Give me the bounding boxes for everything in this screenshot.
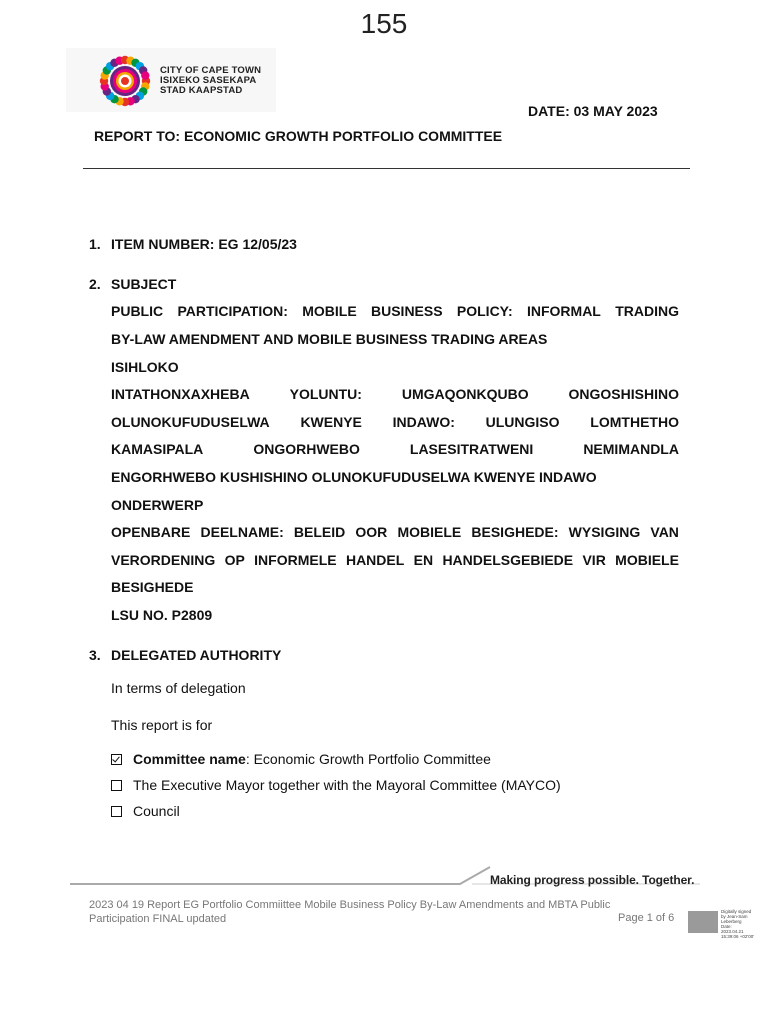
option-council-label: Council xyxy=(133,803,180,819)
justified-word: PUBLIC xyxy=(111,303,164,319)
justified-word: OLUNOKUFUDUSELWA xyxy=(111,414,270,430)
justified-word: UMGAQONKQUBO xyxy=(401,386,529,402)
item-number-heading: ITEM NUMBER: EG 12/05/23 xyxy=(111,236,297,252)
justified-word: HANDEL xyxy=(345,552,405,568)
header-divider xyxy=(83,168,690,169)
justified-word: KAMASIPALA xyxy=(111,441,204,457)
delegation-text: In terms of delegation xyxy=(111,680,246,696)
justified-word: ONGORHWEBO xyxy=(253,441,360,457)
item-3-number: 3. xyxy=(89,647,101,663)
subject-af-line-3: BESIGHEDE xyxy=(111,579,194,595)
justified-word: OOR xyxy=(355,524,388,540)
justified-word: INTATHONXAXHEBA xyxy=(111,386,250,402)
checked-checkbox-icon[interactable] xyxy=(111,754,122,765)
logo-line-2: ISIXEKO SASEKAPA xyxy=(160,75,257,86)
option-committee-label: : Economic Growth Portfolio Committee xyxy=(245,751,491,767)
subject-en-line-1 xyxy=(111,303,679,319)
justified-word: PARTICIPATION: xyxy=(177,303,288,319)
report-for-text: This report is for xyxy=(111,717,213,733)
page-number: 155 xyxy=(360,8,408,39)
justified-word: MOBIELE xyxy=(397,524,462,540)
option-mayco-label: The Executive Mayor together with the Mayoral Committee (MAYCO) xyxy=(133,777,561,793)
checkbox-icon[interactable] xyxy=(111,780,122,791)
delegated-authority-heading: DELEGATED AUTHORITY xyxy=(111,647,282,663)
justified-word: BELEID xyxy=(293,524,346,540)
justified-word: INFORMELE xyxy=(254,552,337,568)
justified-word: VIR xyxy=(582,552,606,568)
item-1-number: 1. xyxy=(89,236,101,252)
justified-word: OP xyxy=(224,552,245,568)
justified-word: POLICY: xyxy=(456,303,513,319)
justified-word: BESIGHEDE: xyxy=(471,524,559,540)
justified-word: KWENYE xyxy=(300,414,362,430)
footer-page-count: Page 1 of 6 xyxy=(618,912,675,924)
subject-heading: SUBJECT xyxy=(111,276,177,292)
justified-word: OPENBARE xyxy=(111,524,191,540)
logo-text xyxy=(160,66,261,96)
logo-line-3: STAD KAAPSTAD xyxy=(160,85,243,96)
justified-word: LOMTHETHO xyxy=(590,414,679,430)
report-to: REPORT TO: ECONOMIC GROWTH PORTFOLIO COMMITTEE xyxy=(94,128,503,144)
option-committee-bold: Committee name xyxy=(133,751,246,767)
justified-word: VAN xyxy=(650,524,679,540)
justified-word: EN xyxy=(413,552,434,568)
justified-word: BUSINESS xyxy=(371,303,443,319)
subject-xh-heading: ISIHLOKO xyxy=(111,359,179,375)
justified-word: ULUNGISO xyxy=(485,414,560,430)
subject-xh-line-2 xyxy=(111,414,679,430)
subject-af-line-2 xyxy=(111,552,679,568)
subject-xh-line-1 xyxy=(111,386,679,402)
subject-af-heading: ONDERWERP xyxy=(111,497,204,513)
lsu-number: LSU NO. P2809 xyxy=(111,607,213,623)
justified-word: INFORMAL xyxy=(526,303,601,319)
subject-xh-line-3 xyxy=(111,441,679,457)
justified-word: INDAWO: xyxy=(392,414,455,430)
justified-word: VERORDENING xyxy=(111,552,216,568)
justified-word: WYSIGING xyxy=(568,524,641,540)
justified-word: DEELNAME: xyxy=(200,524,284,540)
justified-word: YOLUNTU: xyxy=(289,386,362,402)
digital-signature-text: Digitally signed by Jean-Sam Leberberg Date: 2023.04.21 15:39:06 +02'00' xyxy=(721,909,755,939)
cape-town-emblem-icon xyxy=(96,54,154,108)
option-mayco[interactable] xyxy=(111,777,561,793)
subject-af-line-1 xyxy=(111,524,679,540)
justified-word: MOBIELE xyxy=(615,552,679,568)
logo-line-1: CITY OF CAPE TOWN xyxy=(160,65,262,76)
subject-xh-line-4: ENGORHWEBO KUSHISHINO OLUNOKUFUDUSELWA KWENYE INDAWO xyxy=(111,469,597,485)
checkbox-icon[interactable] xyxy=(111,806,122,817)
justified-word: NEMIMANDLA xyxy=(583,441,679,457)
justified-word: HANDELSGEBIEDE xyxy=(442,552,574,568)
option-committee[interactable] xyxy=(111,751,491,767)
signature-stamp-icon xyxy=(688,911,718,933)
footer-filename: 2023 04 19 Report EG Portfolio Commiittee Mobile Business Policy By-Law Amendments and MBTA Public Participation FINAL updated xyxy=(89,899,611,925)
footer-tagline: Making progress possible. Together. xyxy=(490,873,695,887)
subject-en-line-2: BY-LAW AMENDMENT AND MOBILE BUSINESS TRADING AREAS xyxy=(111,331,548,347)
justified-word: MOBILE xyxy=(302,303,357,319)
justified-word: ONGOSHISHINO xyxy=(568,386,679,402)
justified-word: TRADING xyxy=(615,303,679,319)
justified-word: LASESITRATWENI xyxy=(409,441,534,457)
report-date: DATE: 03 MAY 2023 xyxy=(528,103,658,119)
item-2-number: 2. xyxy=(89,276,101,292)
option-council[interactable] xyxy=(111,803,180,819)
